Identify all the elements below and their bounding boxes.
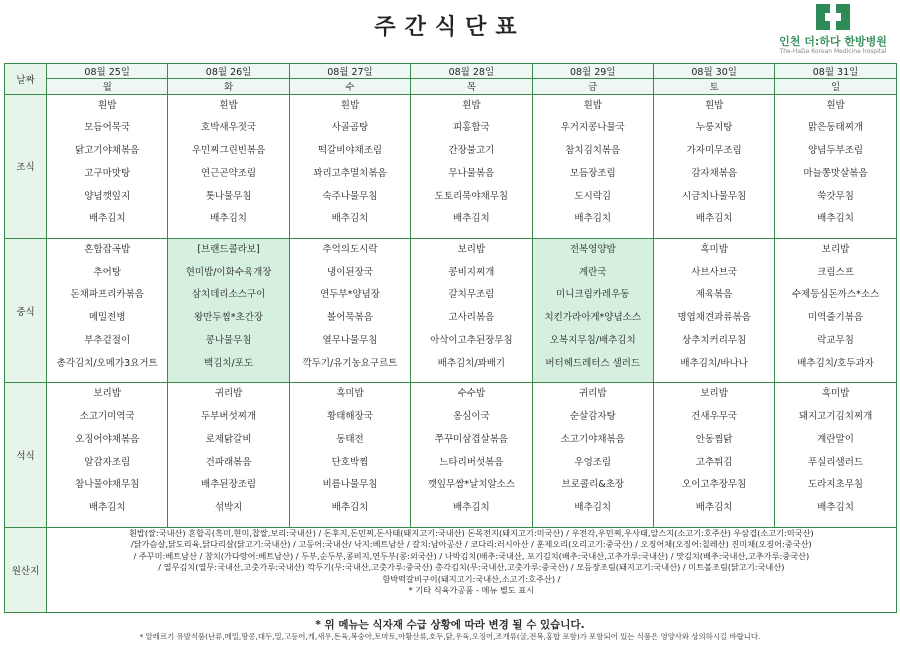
origin-line: / 열무김치(열무:국내산,고춧가루:국내산) 깍두기(무:국내산,고춧가루:중국산) 총각김치(무:국내산,고춧가루:중국산) / 모듬장조림(돼지고기:국내산) / 미트볼조림(닭고기:국내산) — [158, 562, 785, 573]
menu-item: 배추김치/호두과자 — [797, 357, 874, 369]
menu-item: 배추김치 — [453, 502, 490, 514]
menu-item: 우민찌그린빈볶음 — [191, 145, 266, 157]
menu-change-notice: * 위 메뉴는 식자재 수급 상황에 따라 변경 될 수 있습니다. — [315, 619, 585, 631]
menu-item: 미역줄기볶음 — [808, 312, 864, 324]
dinner-menu-cell — [168, 383, 289, 527]
menu-item: 배추김치 — [574, 213, 612, 225]
menu-item: 옹심이국 — [453, 411, 490, 423]
origin-label: 원산지 — [5, 527, 47, 612]
menu-item: 알감자조림 — [84, 456, 131, 468]
menu-item: 흑미밥 — [336, 388, 364, 400]
dinner-row — [5, 383, 897, 527]
origin-row — [5, 527, 897, 612]
menu-item: 사브사브국 — [691, 266, 738, 278]
origin-line: * 기타 식육가공품 - 메뉴 별도 표시 — [408, 585, 535, 596]
menu-item: 양념깻잎지 — [84, 190, 131, 202]
lunch-menu-cell — [47, 238, 168, 382]
menu-item: 총각김치/오메가3요거트 — [56, 357, 158, 369]
menu-item: 배추김치 — [210, 213, 247, 225]
menu-item: 닭고기야채볶음 — [75, 145, 140, 157]
menu-item: 상추치커리무침 — [682, 335, 747, 347]
menu-item: 흰밥 — [826, 99, 845, 111]
menu-item: 꽈리고추멸치볶음 — [313, 167, 387, 179]
menu-item: 배추김치 — [331, 213, 369, 225]
dinner-menu-cell — [411, 383, 532, 527]
menu-item: 배추김치 — [574, 502, 612, 514]
menu-item: 배추김치/꽈배기 — [437, 357, 506, 369]
menu-item: 무나물볶음 — [448, 167, 495, 179]
menu-item: 연근곤약조림 — [201, 167, 257, 179]
menu-item: 콩나물무침 — [205, 335, 252, 347]
lunch-menu-cell — [168, 238, 289, 382]
menu-item: 사골곰탕 — [331, 122, 369, 134]
menu-item: 섞박지 — [214, 502, 243, 514]
day-weekday: 수 — [289, 79, 410, 94]
menu-item: 누룽지탕 — [695, 122, 733, 134]
dinner-menu-cell — [775, 383, 896, 527]
dinner-menu-cell — [47, 383, 168, 527]
lunch-menu-cell — [289, 238, 410, 382]
menu-item: 배추김치 — [88, 502, 126, 514]
menu-item: 백김치/포도 — [204, 357, 254, 369]
menu-item: 볼어묵볶음 — [327, 312, 373, 324]
menu-item: 메밀전병 — [88, 312, 126, 324]
menu-item: 피홍합국 — [453, 122, 490, 134]
breakfast-row — [5, 94, 897, 238]
lunch-menu-cell — [775, 238, 896, 382]
menu-item: 흰밥 — [219, 99, 238, 111]
menu-item: 왕만두찜*초간장 — [194, 312, 264, 324]
menu-item: 푸실리샐러드 — [808, 456, 864, 468]
menu-item: 배추김치 — [331, 502, 369, 514]
menu-item: 현미밥/이화수육개장 — [185, 266, 272, 278]
menu-item: 배추된장조림 — [201, 479, 257, 491]
menu-item: 제육볶음 — [695, 289, 733, 301]
lunch-menu-cell — [411, 238, 532, 382]
date-row — [5, 64, 897, 79]
menu-item: 보리밥 — [457, 243, 486, 255]
menu-item: 배추김치 — [88, 213, 126, 225]
menu-item: 숙주나물무침 — [322, 190, 378, 202]
menu-item: 단호박찜 — [331, 456, 369, 468]
breakfast-menu-cell — [775, 94, 896, 238]
menu-item: 추억의도시락 — [322, 243, 378, 255]
breakfast-menu-cell — [653, 94, 774, 238]
menu-item: 황태해장국 — [327, 411, 373, 423]
menu-item: 동태전 — [336, 433, 364, 445]
day-weekday: 일 — [775, 79, 896, 94]
origin-line: 함박떡갈비구이(돼지고기:국내산,소고기:호주산) / — [382, 573, 561, 584]
menu-item: 고사리볶음 — [448, 312, 495, 324]
menu-item: 모듬어묵국 — [84, 122, 131, 134]
hospital-cross-icon — [816, 4, 850, 30]
hospital-name-en: The-HaDa Korean Medicine hospital — [779, 48, 887, 55]
menu-item: 간장불고기 — [448, 145, 495, 157]
menu-item: 느타리버섯볶음 — [439, 456, 504, 468]
day-date: 08월 31일 — [775, 64, 896, 79]
menu-item: 보리밥 — [700, 388, 728, 400]
origin-info — [47, 527, 897, 612]
menu-item: 깻잎무쌈*날치알소스 — [427, 479, 516, 491]
dinner-menu-cell — [289, 383, 410, 527]
dinner-label: 석식 — [5, 383, 47, 527]
breakfast-menu-cell — [532, 94, 653, 238]
menu-item: 오이고추장무침 — [682, 479, 747, 491]
day-weekday: 금 — [532, 79, 653, 94]
menu-item: 건새우무국 — [691, 411, 738, 423]
weekly-menu-table — [4, 63, 897, 613]
breakfast-menu-cell — [289, 94, 410, 238]
menu-item: 치킨가라아게*양념소스 — [544, 312, 642, 324]
menu-item: 호박새우젓국 — [201, 122, 257, 134]
menu-item: 고추튀김 — [695, 456, 733, 468]
menu-item: 배추김치 — [817, 213, 854, 225]
menu-item: 흰밥 — [583, 99, 602, 111]
hospital-name: 인천 더:하다 한방병원 — [779, 35, 887, 48]
lunch-menu-cell — [532, 238, 653, 382]
day-date: 08월 30일 — [653, 64, 774, 79]
allergy-notice: * 알레르기 유발식품(난류,메밀,땅콩,대두,밀,고등어,게,새우,돈육,복숭아,토마토,아황산류,호두,닭,우육,오징어,조개류(굴,전복,홍합 포함)가 포함되어 있는 식품은 영양사와 상의하시길 바랍니다. — [139, 632, 761, 641]
menu-item: 참치김치볶음 — [565, 145, 621, 157]
menu-item: 락교무침 — [817, 335, 854, 347]
day-date: 08월 25일 — [47, 64, 168, 79]
menu-item: 갈치무조림 — [448, 289, 495, 301]
breakfast-menu-cell — [168, 94, 289, 238]
day-weekday: 토 — [653, 79, 774, 94]
menu-item: 계란국 — [578, 266, 607, 278]
menu-item: 흑미밥 — [700, 243, 728, 255]
breakfast-menu-cell — [411, 94, 532, 238]
menu-item: 귀리밥 — [578, 388, 607, 400]
menu-item: 열무나물무침 — [322, 335, 378, 347]
menu-item: 배추김치 — [695, 502, 733, 514]
lunch-menu-cell — [653, 238, 774, 382]
menu-item: 돼지고기김치찌개 — [798, 411, 873, 423]
lunch-label: 중식 — [5, 238, 47, 382]
menu-item: 순살감자탕 — [569, 411, 616, 423]
hospital-logo — [771, 4, 895, 62]
day-date: 08월 26일 — [168, 64, 289, 79]
menu-item: 흰밥 — [98, 99, 117, 111]
menu-item: 소고기미역국 — [79, 411, 135, 423]
menu-item: 전복영양밥 — [569, 243, 616, 255]
menu-item: 참나물야채무침 — [75, 479, 140, 491]
origin-line: / 주꾸미:베트남산 / 참치(가다랑어:베트남산) / 두부,순두부,콩비지,연두부(콩:외국산) / 나박김치(배추:국내산, 포기김치(배추:국내산,고추가루:국내산) / 맛김치(배추:국내산,고추가루:중국산) — [133, 550, 810, 561]
menu-item: 계란말이 — [817, 433, 854, 445]
menu-item: 배추김치 — [453, 213, 490, 225]
menu-item: 시금치나물무침 — [682, 190, 747, 202]
day-weekday: 목 — [411, 79, 532, 94]
breakfast-label: 조식 — [5, 94, 47, 238]
menu-item: 양념두부조림 — [808, 145, 864, 157]
menu-item: 부추겉절이 — [84, 335, 131, 347]
origin-line: 흰밥(쌀:국내산) 혼합곡(흑미,현미,찹쌀,보리:국내산) / 돈후지,돈민찌,돈사태(돼지고기:국내산) 돈목전지(돼지고기:미국산) / 우전각,우민찌,우사태,알스지(소고기:호주산) 우삼겹(소고기:미국산) — [129, 527, 814, 538]
menu-item: 보리밥 — [821, 243, 850, 255]
menu-item: 오징어야채볶음 — [75, 433, 140, 445]
menu-item: 흑미밥 — [821, 388, 850, 400]
menu-item: 우엉조림 — [574, 456, 612, 468]
menu-item: 아삭이고추된장무침 — [430, 335, 513, 347]
menu-item: 맑은동태찌개 — [808, 122, 864, 134]
page-title: 주간식단표 — [374, 15, 526, 40]
menu-item: 흰밥 — [462, 99, 481, 111]
menu-item: 명엽채견과류볶음 — [677, 312, 751, 324]
menu-item: 마늘쫑맛살볶음 — [803, 167, 868, 179]
menu-item: 톳나물무침 — [205, 190, 252, 202]
menu-item: 도라지초무침 — [808, 479, 864, 491]
weekday-row — [5, 79, 897, 94]
menu-item: 흰밥 — [340, 99, 360, 111]
menu-item: 쭈꾸미삼겹살볶음 — [434, 433, 509, 445]
menu-item: 안동찜닭 — [695, 433, 733, 445]
origin-line: /닭가슴살,닭도리육,닭다리살(닭고기:국내산) / 고등어:국내산/ 낙지:베트남산 / 갈치:남아공산 / 코다리:러시아산 / 훈제오리(오리고기:중국산) / 오징어채(오징어:칠레산) 진미채(오징어:중국산) — [130, 539, 812, 550]
menu-item: 귀리밥 — [214, 388, 243, 400]
menu-item: 삼치데리소스구이 — [191, 289, 266, 301]
day-date: 08월 27일 — [289, 64, 410, 79]
menu-item: 떡갈비야채조림 — [317, 145, 383, 157]
menu-item: 소고기야채볶음 — [560, 433, 625, 445]
menu-item: 돈채파프리카볶음 — [70, 289, 144, 301]
menu-item: 냉이된장국 — [327, 266, 373, 278]
menu-item: 깍두기/유기농요구르트 — [302, 357, 398, 369]
breakfast-menu-cell — [47, 94, 168, 238]
menu-item: 추어탕 — [93, 266, 121, 278]
day-date: 08월 28일 — [411, 64, 532, 79]
lunch-row — [5, 238, 897, 382]
menu-item: 고구마맛탕 — [84, 167, 131, 179]
menu-item: 배추김치 — [817, 502, 854, 514]
menu-item: 감자채볶음 — [691, 167, 738, 179]
menu-item: 오복지무침/배추김치 — [549, 335, 636, 347]
menu-item: 쑥갓무침 — [817, 190, 854, 202]
menu-item: 혼합잡곡밥 — [84, 243, 131, 255]
date-label: 날짜 — [5, 64, 47, 95]
dinner-menu-cell — [653, 383, 774, 527]
menu-item: 수수밥 — [457, 388, 486, 400]
menu-item: 우거지콩나물국 — [560, 122, 625, 134]
dinner-menu-cell — [532, 383, 653, 527]
menu-item: 로제닭갈비 — [205, 433, 252, 445]
menu-item: 콩비지찌개 — [448, 266, 495, 278]
menu-item: 비름나물무침 — [322, 479, 378, 491]
menu-item: 배추김치 — [695, 213, 733, 225]
menu-item: 버터헤드레터스 샐러드 — [545, 357, 641, 369]
menu-item: 브로콜리&초장 — [561, 479, 624, 491]
menu-item: 흰밥 — [704, 99, 724, 111]
day-weekday: 월 — [47, 79, 168, 94]
menu-item: 가자미무조림 — [686, 145, 742, 157]
day-date: 08월 29일 — [532, 64, 653, 79]
menu-item: 연두부*양념장 — [320, 289, 380, 301]
day-weekday: 화 — [168, 79, 289, 94]
menu-item: 보리밥 — [93, 388, 121, 400]
menu-item: 모듬장조림 — [569, 167, 616, 179]
menu-item: 건파래볶음 — [205, 456, 252, 468]
menu-item: 크림스프 — [817, 266, 854, 278]
menu-item: [브랜드콜라보] — [197, 243, 260, 255]
menu-item: 배추김치/바나나 — [680, 357, 748, 369]
menu-item: 미니크림카레우동 — [556, 289, 630, 301]
menu-item: 수제등심돈까스*소스 — [791, 289, 880, 301]
menu-item: 도시락김 — [574, 190, 612, 202]
menu-item: 두부버섯찌개 — [201, 411, 257, 423]
menu-item: 도토리묵야채무침 — [434, 190, 509, 202]
